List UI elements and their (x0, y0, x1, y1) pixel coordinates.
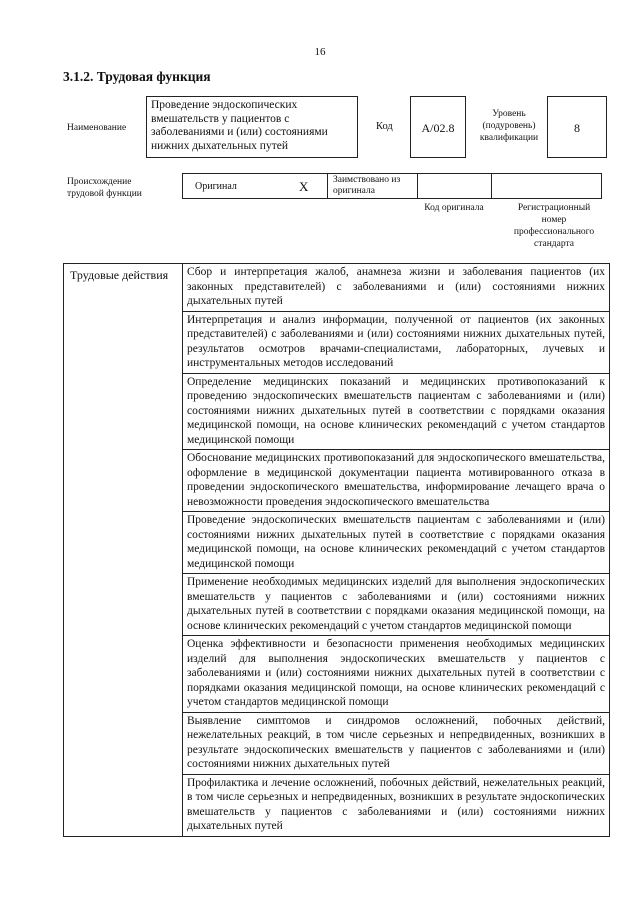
labor-action-item: Применение необходимых медицинских изделий для выполнения эндоскопических вмешательств у пациентов с заболеваниями и (или) состояниями нижних дыхательных путей в соответствии с порядками оказания медицинской помощи, на основе клинических рекомендаций с учетом стандартов медицинской помощи (183, 574, 609, 636)
labor-action-item: Сбор и интерпретация жалоб, анамнеза жизни и заболевания пациентов (их законных представителей) с заболеваниями и (или) состояниями нижних дыхательных путей (183, 264, 609, 312)
level-label: Уровень (подуровень) квалификации (479, 109, 539, 143)
labor-actions-list (182, 264, 609, 836)
section-title: 3.1.2. Трудовая функция (63, 69, 211, 84)
function-code: A/02.8 (410, 96, 466, 158)
labor-action-item: Определение медицинских показаний и медицинских противопоказаний к проведению эндоскопических вмешательств пациентам с заболеваниями и (или) состояниями нижних дыхательных путей в соответствии с порядками оказания медицинской помощи, на основе клинических рекомендаций с учетом стандартов медицинской помощи (183, 374, 609, 451)
labor-action-item: Выявление симптомов и синдромов осложнений, побочных действий, нежелательных реакций, в том числе серьезных и непредвиденных, возникших в результате эндоскопических вмешательств у пациентов с заболеваниями и (или) состояниями нижних дыхательных путей (183, 713, 609, 775)
code-of-original-label: Код оригинала (424, 203, 484, 213)
page-number: 16 (314, 46, 326, 58)
borrowed-label: Заимствовано из оригинала (333, 175, 401, 196)
labor-action-item: Обоснование медицинских противопоказаний для эндоскопического вмешательства, оформление в медицинской документации пациента мотивированного отказа в проведении эндоскопического вмешательства, информирование лечащего врача о невозможности проведения эндоскопического вмешательства (183, 450, 609, 512)
code-label: Код (376, 121, 393, 132)
original-mark: X (299, 179, 309, 194)
labor-action-item: Профилактика и лечение осложнений, побочных действий, нежелательных реакций, в том числе серьезных и непредвиденных, возникших в результате эндоскопических вмешательств у пациентов с заболеваниями и (или) состояниями нижних дыхательных путей (187, 776, 605, 832)
labor-action-item: Проведение эндоскопических вмешательств пациентам с заболеваниями и (или) состояниями нижних дыхательных путей в соответствие с порядками оказания медицинской помощи, на основе клинических рекомендаций с учетом стандартов медицинской помощи (183, 512, 609, 574)
original-label: Оригинал (195, 181, 237, 192)
labor-action-item: Оценка эффективности и безопасности применения необходимых медицинских изделий для выполнения эндоскопических вмешательств у пациентов с заболеваниями и (или) состояниями нижних дыхательных путей в соответствии с порядками оказания медицинской помощи, на основе клинических рекомендаций с учетом стандартов медицинской помощи (183, 636, 609, 713)
labor-actions-table (63, 263, 610, 837)
origin-label: Происхождение трудовой функции (67, 177, 142, 199)
labor-action-item: Интерпретация и анализ информации, полученной от пациентов (их законных представителей) с заболеваниями и (или) состояниями нижних дыхательных путей, результатов осмотров врачами-специалистами, лабораторных, лучевых и инструментальных методов исследований (183, 312, 609, 374)
qualification-level: 8 (547, 96, 607, 158)
registration-number-label: Регистрационный номер профессионального стандарта (513, 203, 595, 249)
name-label: Наименование (67, 123, 127, 133)
function-name: Проведение эндоскопических вмешательств у пациентов с заболеваниями и (или) состояниями нижних дыхательных путей (146, 96, 358, 158)
labor-actions-label: Трудовые действия (70, 268, 169, 282)
origin-row (182, 173, 602, 199)
